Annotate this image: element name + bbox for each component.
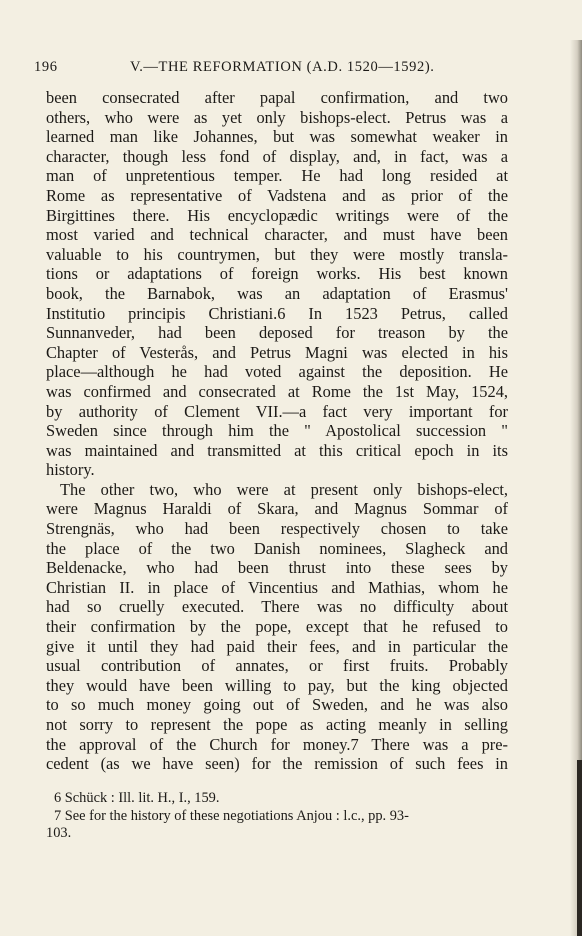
body-line: had so cruelly executed. There was no difficulty about xyxy=(46,597,508,617)
running-head xyxy=(34,59,510,81)
body-line: valuable to his countrymen, but they were mostly transla- xyxy=(46,244,508,264)
body-line: Birgittines there. His encyclopædic writings were of the xyxy=(46,205,508,225)
footnote: 6 Schück : Ill. lit. H., I., 159. xyxy=(54,790,220,806)
body-line: to so much money going out of Sweden, and he was also xyxy=(46,695,508,715)
body-line: cedent (as we have seen) for the remission of such fees in xyxy=(46,754,508,774)
body-line: was confirmed and consecrated at Rome the 1st May, 1524, xyxy=(46,381,508,401)
body-line: Beldenacke, who had been thrust into these sees by xyxy=(46,558,508,578)
body-line: Institutio principis Christiani.6 In 1523 Petrus, called xyxy=(46,303,508,323)
body-line: place—although he had voted against the deposition. He xyxy=(46,362,508,382)
body-line: others, who were as yet only bishops-elect. Petrus was a xyxy=(46,107,508,127)
body-line: by authority of Clement VII.—a fact very important for xyxy=(46,401,508,421)
body-line: character, though less fond of display, and, in fact, was a xyxy=(46,146,508,166)
body-line: book, the Barnabok, was an adaptation of Erasmus' xyxy=(46,283,508,303)
body-text xyxy=(46,88,508,774)
body-line: give it until they had paid their fees, and in particular the xyxy=(46,636,508,656)
body-line: history. xyxy=(46,460,95,480)
body-line: Chapter of Vesterås, and Petrus Magni was elected in his xyxy=(46,342,508,362)
body-line: their confirmation by the pope, except that he refused to xyxy=(46,617,508,637)
body-line: Christian II. in place of Vincentius and Mathias, whom he xyxy=(46,577,508,597)
body-line: man of unpretentious temper. He had long resided at xyxy=(46,166,508,186)
footnote-continuation: 103. xyxy=(46,825,72,842)
body-line: been consecrated after papal confirmation, and two xyxy=(46,88,508,107)
body-line: they would have been willing to pay, but the king objected xyxy=(46,675,508,695)
page-edge-dark-band xyxy=(577,760,582,936)
body-line: The other two, who were at present only bishops-elect, xyxy=(60,479,508,499)
body-line: tions or adaptations of foreign works. His best known xyxy=(46,264,508,284)
body-line: Strengnäs, who had been respectively chosen to take xyxy=(46,519,508,539)
header-title: V.—THE REFORMATION (A.D. 1520—1592). xyxy=(130,59,435,75)
body-line: were Magnus Haraldi of Skara, and Magnus Sommar of xyxy=(46,499,508,519)
footnotes xyxy=(46,790,508,843)
body-line: the approval of the Church for money.7 There was a pre- xyxy=(46,734,508,754)
body-line: most varied and technical character, and must have been xyxy=(46,225,508,245)
page-number: 196 xyxy=(34,59,58,75)
body-line: was maintained and transmitted at this critical epoch in its xyxy=(46,440,508,460)
body-line: the place of the two Danish nominees, Slagheck and xyxy=(46,538,508,558)
body-line: usual contribution of annates, or first fruits. Probably xyxy=(46,656,508,676)
body-line: Sweden since through him the " Apostolical succession " xyxy=(46,421,508,441)
body-line: learned man like Johannes, but was somewhat weaker in xyxy=(46,127,508,147)
body-line: not sorry to represent the pope as acting meanly in selling xyxy=(46,715,508,734)
body-line: Sunnanveder, had been deposed for treason by the xyxy=(46,323,508,343)
body-line: Rome as representative of Vadstena and as prior of the xyxy=(46,185,508,205)
footnote: 7 See for the history of these negotiations Anjou : l.c., pp. 93- xyxy=(54,807,409,824)
